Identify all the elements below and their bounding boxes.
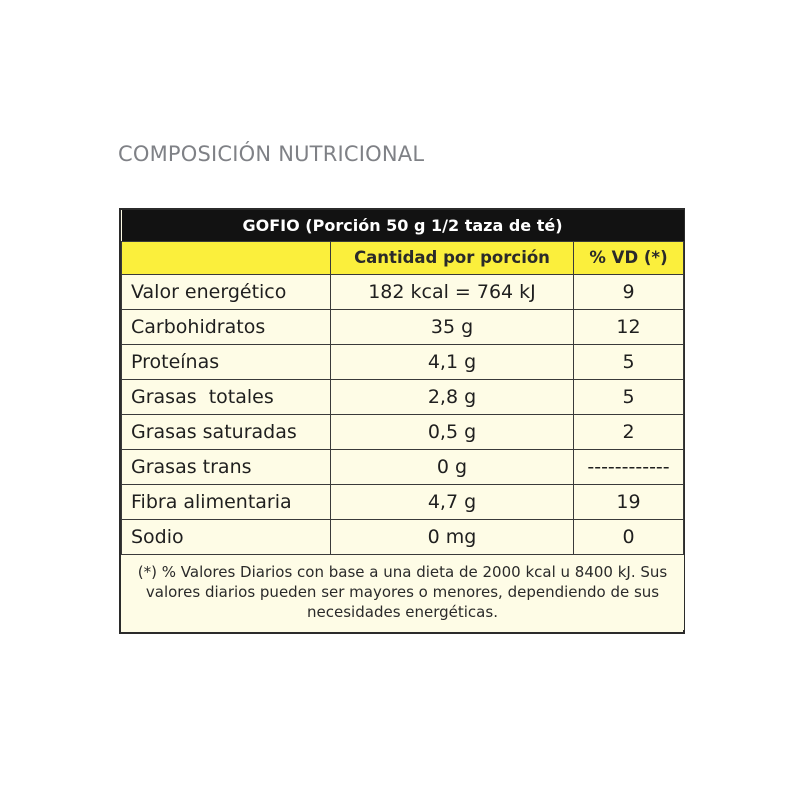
nutrient-name: Grasas saturadas	[122, 414, 331, 449]
nutrition-table-panel	[119, 208, 685, 634]
nutrient-dv: 5	[574, 379, 684, 414]
table-row	[122, 519, 684, 554]
table-row	[122, 449, 684, 484]
table-row	[122, 414, 684, 449]
nutrient-name: Grasas trans	[122, 449, 331, 484]
table-row	[122, 484, 684, 519]
table-row	[122, 379, 684, 414]
nutrient-name: Fibra alimentaria	[122, 484, 331, 519]
header-amount: Cantidad por porción	[331, 241, 574, 274]
nutrient-name: Grasas totales	[122, 379, 331, 414]
header-dv: % VD (*)	[574, 241, 684, 274]
nutrient-dv: 5	[574, 344, 684, 379]
table-title-row	[122, 210, 684, 241]
nutrient-name: Valor energético	[122, 274, 331, 309]
nutrient-amount: 0 mg	[331, 519, 574, 554]
nutrient-name: Sodio	[122, 519, 331, 554]
table-title: GOFIO (Porción 50 g 1/2 taza de té)	[122, 210, 684, 241]
nutrient-amount: 0 g	[331, 449, 574, 484]
nutrient-amount: 2,8 g	[331, 379, 574, 414]
nutrient-dv: ------------	[574, 449, 684, 484]
table-header-row	[122, 241, 684, 274]
table-row	[122, 309, 684, 344]
header-nutrient	[122, 241, 331, 274]
table-row	[122, 344, 684, 379]
footnote: (*) % Valores Diarios con base a una dieta de 2000 kcal u 8400 kJ. Sus valores diarios pueden ser mayores o menores, dependiendo de sus necesidades energéticas.	[122, 554, 684, 630]
nutrition-table	[121, 210, 684, 630]
nutrient-amount: 4,7 g	[331, 484, 574, 519]
page-heading: COMPOSICIÓN NUTRICIONAL	[118, 142, 425, 166]
nutrient-amount: 0,5 g	[331, 414, 574, 449]
nutrient-amount: 182 kcal = 764 kJ	[331, 274, 574, 309]
footnote-row	[122, 554, 684, 630]
nutrient-amount: 4,1 g	[331, 344, 574, 379]
nutrient-name: Carbohidratos	[122, 309, 331, 344]
nutrient-dv: 0	[574, 519, 684, 554]
nutrient-amount: 35 g	[331, 309, 574, 344]
table-row	[122, 274, 684, 309]
nutrient-dv: 19	[574, 484, 684, 519]
nutrient-name: Proteínas	[122, 344, 331, 379]
nutrient-dv: 2	[574, 414, 684, 449]
nutrient-dv: 9	[574, 274, 684, 309]
nutrient-dv: 12	[574, 309, 684, 344]
